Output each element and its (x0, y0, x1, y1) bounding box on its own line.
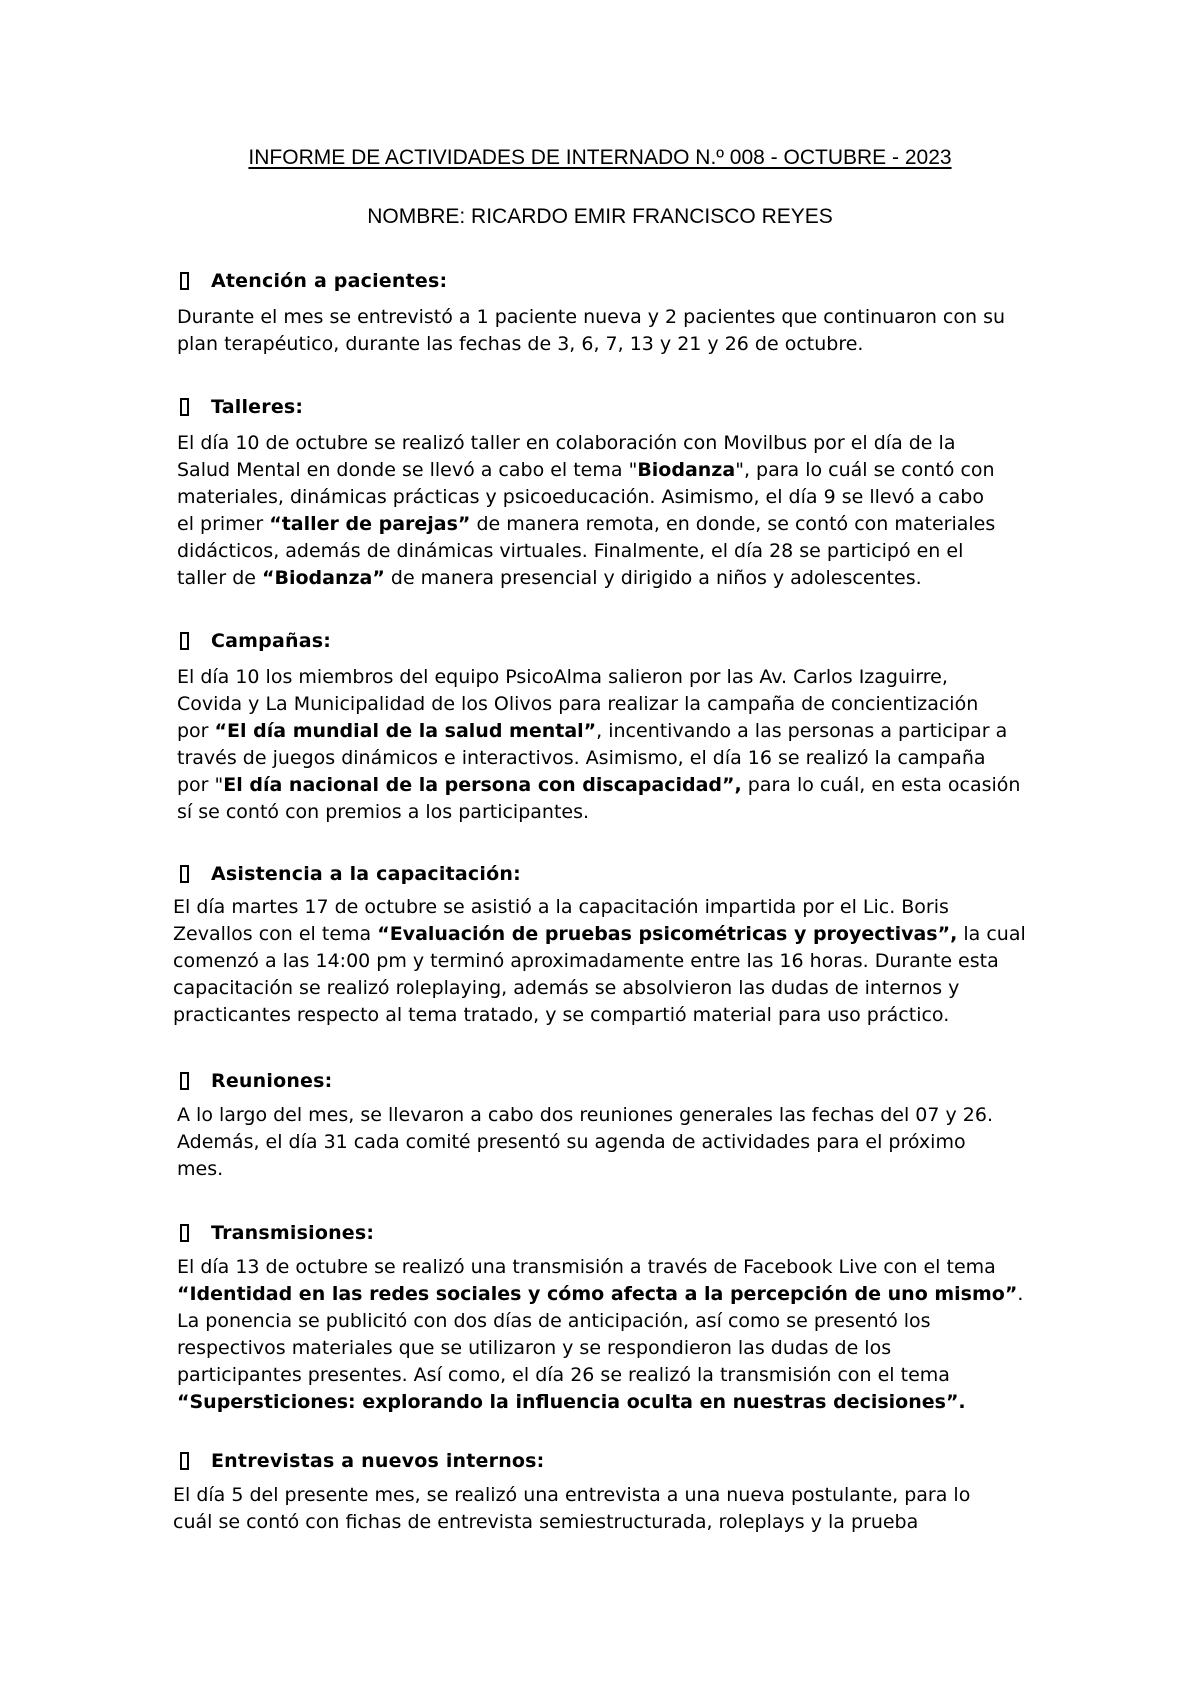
paragraph-line (173, 1509, 1047, 1536)
text-run: practicantes respecto al tema tratado, y se compartió material para uso práctico. (173, 1004, 950, 1026)
section-heading (177, 394, 1047, 420)
text-run: A lo largo del mes, se llevaron a cabo dos reuniones generales las fechas del 07 y 26. (177, 1104, 994, 1126)
section-heading-text: Asistencia a la capacitación: (211, 863, 521, 885)
text-run: participantes presentes. Así como, el día 26 se realizó la transmisión con el tema (177, 1364, 950, 1386)
section-heading (177, 1448, 1047, 1474)
paragraph-line (173, 975, 1047, 1002)
paragraph-line (177, 691, 1047, 718)
paragraph-line (177, 430, 1047, 457)
report-title: INFORME DE ACTIVIDADES DE INTERNADO N.º 008 - OCTUBRE - 2023 (248, 146, 952, 169)
paragraph-line (177, 1389, 1047, 1416)
bold-text: “Biodanza” (261, 567, 385, 589)
paragraph-line (177, 1335, 1047, 1362)
bold-text: “El día mundial de la salud mental” (214, 720, 597, 742)
paragraph-line (177, 1102, 1047, 1129)
text-run: ", para lo cuál se contó con (735, 459, 995, 481)
paragraph-line (177, 1362, 1047, 1389)
bold-text: “Identidad en las redes sociales y cómo afecta a la percepción de uno mismo” (177, 1283, 1018, 1305)
paragraph-line (177, 484, 1047, 511)
section-campanas (177, 628, 1047, 826)
paragraph-line (177, 457, 1047, 484)
text-run: El día 5 del presente mes, se realizó una entrevista a una nueva postulante, para lo (173, 1484, 971, 1506)
text-run: mes. (177, 1158, 224, 1180)
square-bullet-icon (180, 272, 189, 290)
square-bullet-icon (180, 1224, 189, 1242)
text-run: través de juegos dinámicos e interactivos. Asimismo, el día 16 se realizó la campaña (177, 747, 986, 769)
text-run: El día martes 17 de octubre se asistió a la capacitación impartida por el Lic. Boris (173, 896, 949, 918)
paragraph-line (173, 921, 1047, 948)
paragraph-line (173, 894, 1047, 921)
square-bullet-icon (180, 1072, 189, 1090)
text-run: Durante el mes se entrevistó a 1 paciente nueva y 2 pacientes que continuaron con su (177, 306, 1006, 328)
section-heading-text: Reuniones: (211, 1070, 333, 1092)
text-run: la cual (957, 923, 1026, 945)
text-run: por (177, 720, 215, 742)
paragraph-line (173, 1002, 1047, 1029)
section-heading (177, 1068, 1047, 1094)
section-body (177, 1102, 1047, 1183)
bold-text: “Evaluación de pruebas psicométricas y proyectivas”, (377, 923, 958, 945)
paragraph-line (173, 1482, 1047, 1509)
report-author-name: NOMBRE: RICARDO EMIR FRANCISCO REYES (367, 205, 833, 228)
text-run: respectivos materiales que se utilizaron y se respondieron las dudas de los (177, 1337, 892, 1359)
paragraph-line (177, 565, 1047, 592)
paragraph-line (177, 331, 1047, 358)
section-atencion-pacientes (177, 268, 1047, 358)
section-body (177, 430, 1047, 592)
paragraph-line (177, 799, 1047, 826)
bold-text: “Supersticiones: explorando la influencia oculta en nuestras decisiones”. (177, 1391, 966, 1413)
section-body (173, 1482, 1047, 1536)
square-bullet-icon (180, 398, 189, 416)
text-run: . (1017, 1283, 1024, 1305)
text-run: Zevallos con el tema (173, 923, 378, 945)
square-bullet-icon (180, 865, 189, 883)
bold-text: “taller de parejas” (269, 513, 471, 535)
section-body (177, 1254, 1047, 1416)
section-reuniones (177, 1068, 1047, 1183)
section-heading-text: Transmisiones: (211, 1222, 375, 1244)
text-run: para lo cuál, en esta ocasión (741, 774, 1021, 796)
section-body (173, 894, 1047, 1029)
text-run: , incentivando a las personas a participar a (596, 720, 1008, 742)
text-run: Además, el día 31 cada comité presentó su agenda de actividades para el próximo (177, 1131, 966, 1153)
text-run: cuál se contó con fichas de entrevista semiestructurada, roleplays y la prueba (173, 1511, 919, 1533)
text-run: Salud Mental en donde se llevó a cabo el tema " (177, 459, 638, 481)
text-run: capacitación se realizó roleplaying, además se absolvieron las dudas de internos y (173, 977, 960, 999)
text-run: El día 13 de octubre se realizó una transmisión a través de Facebook Live con el tema (177, 1256, 996, 1278)
text-run: de manera presencial y dirigido a niños y adolescentes. (384, 567, 922, 589)
section-talleres (177, 394, 1047, 592)
section-heading (177, 268, 1047, 294)
section-heading-text: Entrevistas a nuevos internos: (211, 1450, 545, 1472)
section-heading-text: Atención a pacientes: (211, 270, 448, 292)
section-heading (177, 628, 1047, 654)
bold-text: Biodanza (637, 459, 736, 481)
text-run: plan terapéutico, durante las fechas de 3, 6, 7, 13 y 21 y 26 de octubre. (177, 333, 864, 355)
paragraph-line (177, 1281, 1047, 1308)
section-heading-text: Talleres: (211, 396, 304, 418)
text-run: taller de (177, 567, 262, 589)
text-run: El día 10 los miembros del equipo PsicoAlma salieron por las Av. Carlos Izaguirre, (177, 666, 948, 688)
square-bullet-icon (180, 632, 189, 650)
square-bullet-icon (180, 1452, 189, 1470)
paragraph-line (173, 948, 1047, 975)
text-run: el primer (177, 513, 270, 535)
text-run: de manera remota, en donde, se contó con materiales (470, 513, 996, 535)
text-run: El día 10 de octubre se realizó taller en colaboración con Movilbus por el día de la (177, 432, 956, 454)
text-run: didácticos, además de dinámicas virtuales. Finalmente, el día 28 se participó en el (177, 540, 964, 562)
section-heading (177, 861, 1047, 887)
text-run: La ponencia se publicitó con dos días de anticipación, así como se presentó los (177, 1310, 931, 1332)
paragraph-line (177, 538, 1047, 565)
section-asistencia-capacitacion (173, 861, 1047, 1029)
section-heading (177, 1220, 1047, 1246)
paragraph-line (177, 718, 1047, 745)
text-run: comenzó a las 14:00 pm y terminó aproximadamente entre las 16 horas. Durante esta (173, 950, 999, 972)
paragraph-line (177, 511, 1047, 538)
paragraph-line (177, 772, 1047, 799)
paragraph-line (177, 304, 1047, 331)
paragraph-line (177, 664, 1047, 691)
paragraph-line (177, 1129, 1047, 1156)
paragraph-line (177, 1254, 1047, 1281)
text-run: Covida y La Municipalidad de los Olivos para realizar la campaña de concientización (177, 693, 979, 715)
text-run: por " (177, 774, 224, 796)
section-body (177, 304, 1047, 358)
paragraph-line (177, 1156, 1047, 1183)
text-run: sí se contó con premios a los participantes. (177, 801, 590, 823)
paragraph-line (177, 1308, 1047, 1335)
text-run: materiales, dinámicas prácticas y psicoeducación. Asimismo, el día 9 se llevó a cabo (177, 486, 984, 508)
section-transmisiones (177, 1220, 1047, 1416)
section-entrevistas (173, 1448, 1047, 1536)
bold-text: El día nacional de la persona con discapacidad”, (223, 774, 742, 796)
paragraph-line (177, 745, 1047, 772)
section-heading-text: Campañas: (211, 630, 332, 652)
section-body (177, 664, 1047, 826)
